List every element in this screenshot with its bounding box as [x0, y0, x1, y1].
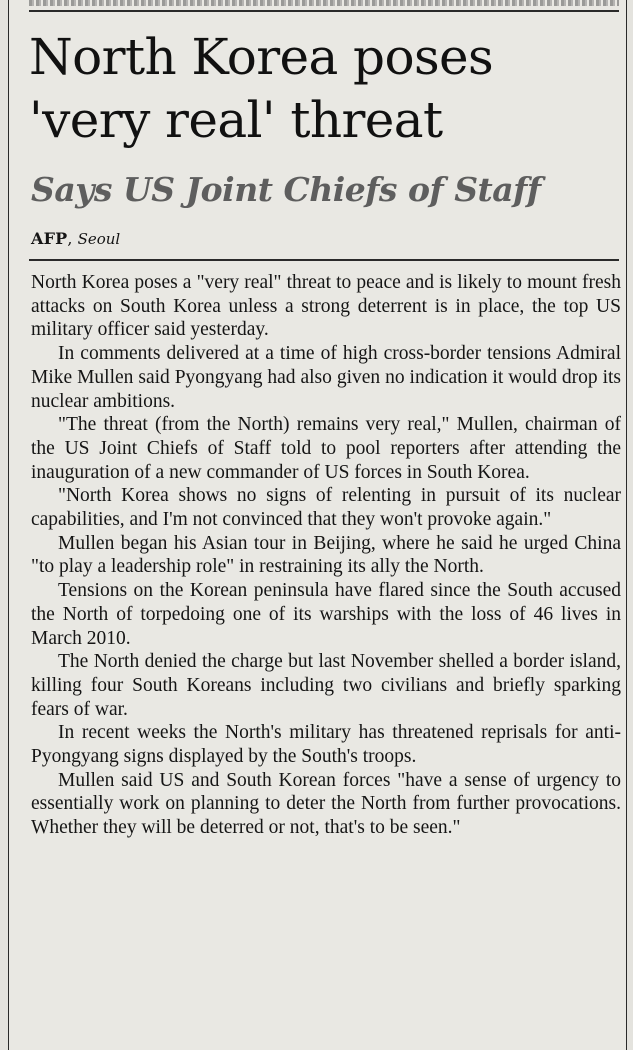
paragraph: "The threat (from the North) remains very real," Mullen, chairman of the US Joint Chiefs of Staff told to pool reporters after attending the inauguration of a new commander of US forces in South Korea. [31, 414, 621, 483]
subheadline: Says US Joint Chiefs of Staff [31, 170, 541, 209]
paragraph: Tensions on the Korean peninsula have flared since the South accused the North of torpedoing one of its warships with the loss of 46 lives in March 2010. [31, 580, 621, 649]
newspaper-clipping [8, 0, 627, 1050]
headline: North Korea poses 'very real' threat [29, 28, 494, 149]
paragraph: In recent weeks the North's military has threatened reprisals for anti-Pyongyang signs displayed by the South's troops. [31, 722, 621, 768]
paragraph: Mullen began his Asian tour in Beijing, where he said he urged China "to play a leadership role" in restraining its ally the North. [31, 532, 621, 578]
byline-agency: AFP [31, 229, 68, 248]
top-rule [29, 10, 619, 12]
cut-off-previous-text [29, 0, 619, 6]
article-body [31, 271, 621, 840]
paragraph: Mullen said US and South Korean forces "have a sense of urgency to essentially work on planning to deter the North from further provocations. Whether they will be deterred or not, that's to be seen." [31, 769, 621, 839]
paragraph: In comments delivered at a time of high cross-border tensions Admiral Mike Mullen said Pyongyang had also given no indication it would drop its nuclear ambitions. [31, 343, 621, 412]
byline-rule [29, 259, 619, 261]
paragraph: The North denied the charge but last November shelled a border island, killing four South Koreans including two civilians and briefly sparking fears of war. [31, 651, 621, 720]
paragraph: North Korea poses a "very real" threat to peace and is likely to mount fresh attacks on South Korea unless a strong deterrent is in place, the top US military officer said yesterday. [31, 272, 621, 341]
byline-separator: , [67, 229, 78, 248]
byline-place: Seoul [77, 230, 121, 248]
paragraph: "North Korea shows no signs of relenting in pursuit of its nuclear capabilities, and I'm not convinced that they won't provoke again." [31, 485, 621, 531]
byline [31, 228, 120, 250]
